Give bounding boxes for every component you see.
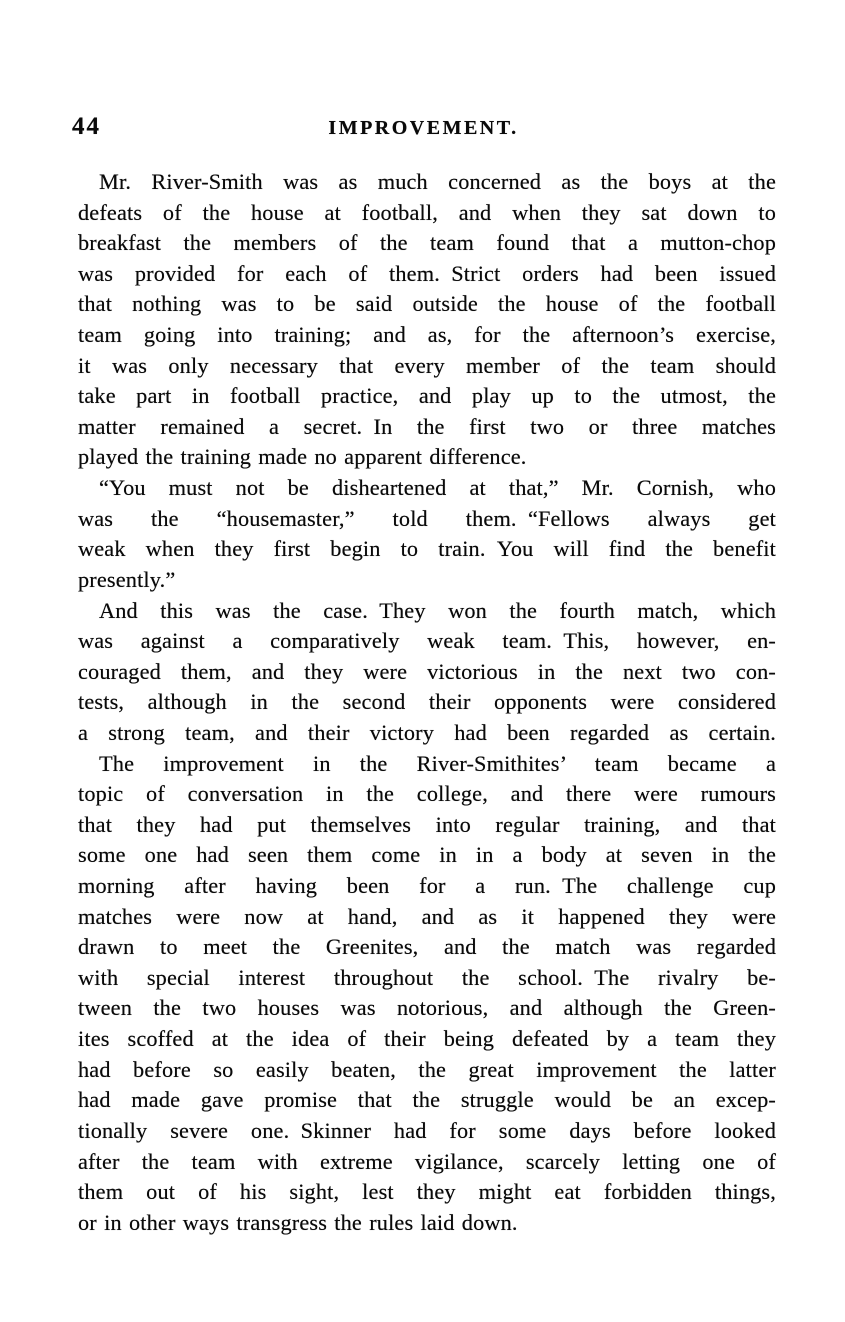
text-line: a strong team, and their victory had been regarded as certain. bbox=[78, 719, 776, 745]
text-line: had made gave promise that the struggle would be an excep- bbox=[78, 1087, 776, 1113]
text-line: “You must not be disheartened at that,” Mr. Cornish, who bbox=[99, 475, 776, 501]
text-line: matter remained a secret. In the first two or three matches bbox=[78, 413, 776, 439]
text-line: it was only necessary that every member of the team should bbox=[78, 352, 776, 378]
running-header: IMPROVEMENT. bbox=[328, 117, 519, 139]
page-number: 44 bbox=[72, 113, 101, 140]
text-line: team going into training; and as, for the afternoon’s exercise, bbox=[78, 322, 776, 348]
text-line: drawn to meet the Greenites, and the match was regarded bbox=[78, 934, 776, 960]
text-line: ites scoffed at the idea of their being defeated by a team they bbox=[78, 1026, 776, 1052]
text-line: with special interest throughout the school. The rivalry be- bbox=[78, 964, 776, 990]
text-line: defeats of the house at football, and when they sat down to bbox=[78, 199, 776, 225]
text-line: take part in football practice, and play up to the utmost, the bbox=[78, 383, 776, 409]
text-line: that they had put themselves into regular training, and that bbox=[78, 811, 776, 837]
text-line: tionally severe one. Skinner had for some days before looked bbox=[78, 1117, 776, 1143]
text-line: couraged them, and they were victorious in the next two con- bbox=[78, 658, 776, 684]
text-line: that nothing was to be said outside the house of the football bbox=[78, 291, 776, 317]
text-line: weak when they first begin to train. You will find the benefit bbox=[78, 536, 776, 562]
text-line: And this was the case. They won the fourth match, which bbox=[99, 597, 776, 623]
text-line: them out of his sight, lest they might eat forbidden things, bbox=[78, 1179, 776, 1205]
text-line: morning after having been for a run. The challenge cup bbox=[78, 873, 776, 899]
paragraph-3 bbox=[78, 596, 776, 749]
text-line: or in other ways transgress the rules laid down. bbox=[78, 1209, 518, 1235]
text-line: breakfast the members of the team found that a mutton-chop bbox=[78, 230, 776, 256]
text-line: was against a comparatively weak team. This, however, en- bbox=[78, 628, 776, 654]
paragraph-1 bbox=[78, 167, 776, 473]
text-line: topic of conversation in the college, and there were rumours bbox=[78, 781, 776, 807]
text-line: was provided for each of them. Strict orders had been issued bbox=[78, 260, 776, 286]
text-line: Mr. River-Smith was as much concerned as the boys at the bbox=[99, 169, 776, 194]
text-line: some one had seen them come in in a body at seven in the bbox=[78, 842, 776, 868]
text-line: matches were now at hand, and as it happened they were bbox=[78, 903, 776, 929]
text-line: was the “housemaster,” told them. “Fellows always get bbox=[78, 505, 776, 531]
text-line: tween the two houses was notorious, and although the Green- bbox=[78, 995, 776, 1021]
text-line: after the team with extreme vigilance, scarcely letting one of bbox=[78, 1148, 776, 1174]
text-line: The improvement in the River-Smithites’ team became a bbox=[99, 750, 776, 776]
text-block bbox=[78, 167, 776, 1238]
text-line: tests, although in the second their opponents were considered bbox=[78, 689, 776, 715]
paragraph-4 bbox=[78, 749, 776, 1239]
text-line: played the training made no apparent difference. bbox=[78, 444, 527, 470]
text-line: had before so easily beaten, the great improvement the latter bbox=[78, 1056, 776, 1082]
page-header bbox=[72, 113, 775, 147]
text-line: presently.” bbox=[78, 566, 176, 592]
paragraph-2 bbox=[78, 473, 776, 595]
